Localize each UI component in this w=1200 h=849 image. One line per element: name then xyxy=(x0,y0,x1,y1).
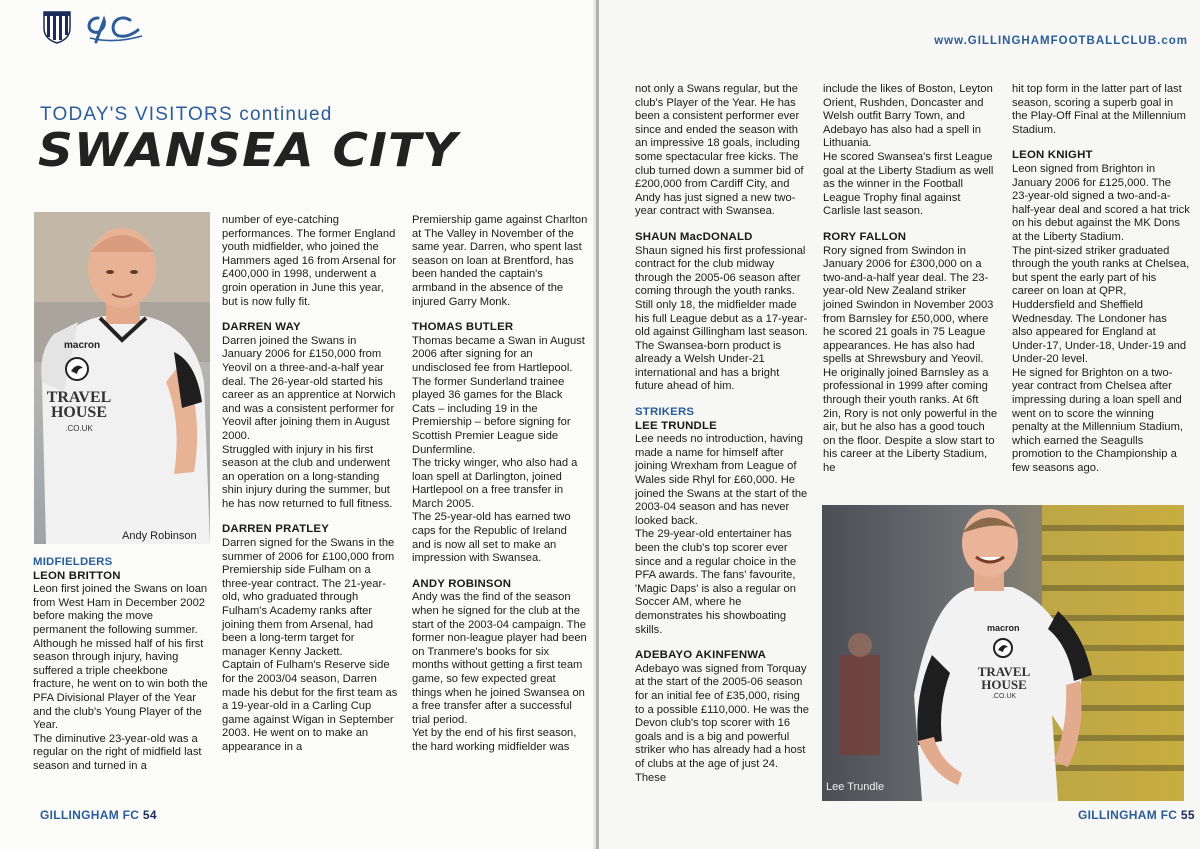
player-photo-andy-robinson xyxy=(34,212,210,544)
paragraph: He scored Swansea's first League goal at the Liberty Stadium as well as the winner in the Football League Trophy final against Carlisle last season. xyxy=(823,150,994,218)
paragraph: not only a Swans regular, but the club's Player of the Year. He has been a consistent performer ever since and ended the season with an impressive 18 goals, including some spectacular free kicks. The club turned down a summer bid of £200,000 from Cardiff City, and Andy has just signed a new two-year contract with Swansea. xyxy=(635,83,804,218)
paragraph: The diminutive 23-year-old was a regular on the right of midfield last season and turned in a xyxy=(33,732,202,772)
photo-caption: Andy Robinson xyxy=(122,530,197,542)
paragraph: The tricky winger, who also had a loan spell at Darlington, joined Hartlepool on a free transfer in March 2005. xyxy=(412,457,578,510)
shirt-brand: macron xyxy=(987,623,1020,633)
paragraph: Rory signed from Swindon in January 2006 for £300,000 on a two-and-a-half year deal. The 23-year-old New Zealand striker joined Swindon in November 2003 from Barnsley for £50,000, where he scored 21 goals in 75 League appearances. He has also had spells at Shrewsbury and Yeovil. xyxy=(823,244,994,366)
page-number: 55 xyxy=(1180,808,1195,822)
player-name-andy-robinson: ANDY ROBINSON xyxy=(412,577,512,590)
photo-caption: Lee Trundle xyxy=(826,781,885,793)
left-page xyxy=(0,0,597,849)
player-name-lee-trundle: LEE TRUNDLE xyxy=(635,419,717,432)
paragraph: Captain of Fulham's Reserve side for the 2003/04 season, Darren made his debut for the first team as a 19-year-old in a Carling Cup game against Wigan in September 2003. He went on to make an appearance in a xyxy=(222,659,398,753)
paragraph: The 29-year-old entertainer has been the club's top scorer ever since and a regular choice in the PFA awards. The fans' favourite, 'Magic Daps' is also a regular on Soccer AM, where he demonstrates his showboating skills. xyxy=(635,528,797,636)
club-crest-icon xyxy=(42,10,72,44)
paragraph: Adebayo was signed from Torquay at the start of the 2005-06 season for an initial fee of £35,000, rising to a possible £110,000. He was the Devon club's top scorer with 16 goals and is a big and powerful striker who has already had a host of clubs at the age of just 24. These xyxy=(635,662,809,784)
shirt-sponsor-sub: .CO.UK xyxy=(65,424,93,433)
player-name-adebayo-akinfenwa: ADEBAYO AKINFENWA xyxy=(635,649,767,662)
paragraph: Darren joined the Swans in January 2006 for £150,000 from Yeovil on a three-and-a-half year deal. The 26-year-old started his career as an apprentice at Norwich and was a consistent performer for Yeovil after joining them in August 2000. xyxy=(222,334,396,442)
swans-badge-icon xyxy=(992,637,1014,659)
right-column-3 xyxy=(1012,83,1190,476)
paragraph: include the likes of Boston, Leyton Orient, Rushden, Doncaster and Welsh outfit Barry Town, and Adebayo has also had a spell in Lithuania. xyxy=(823,83,993,150)
section-kicker: TODAY'S VISITORS continued xyxy=(40,104,333,125)
shirt-sponsor-sub: .CO.UK xyxy=(991,693,1017,700)
player-figure-illustration xyxy=(34,212,210,544)
left-column-3 xyxy=(412,214,588,755)
folio-label: GILLINGHAM FC xyxy=(1078,808,1178,822)
paragraph: Premiership game against Charlton at The Valley in November of the same year. Darren, who spent last season on loan at Brentford, has been handed the captain's armband in the absence of the injured Garry Monk. xyxy=(412,214,588,308)
paragraph: He signed for Brighton on a two-year contract from Chelsea after impressing during a loan spell and went on to score the winning penalty at the Millennium Stadium, which earned the Seagulls promotion to the Championship a few seasons ago. xyxy=(1012,366,1184,475)
paragraph: Darren signed for the Swans in the summer of 2006 for £100,000 from Premiership side Fulham on a three-year contract. The 21-year-old, who graduated through Fulham's Academy ranks after joining them from Arsenal, had been a long-term target for manager Kenny Jackett. xyxy=(222,537,395,658)
left-column-1 xyxy=(33,556,209,774)
page-folio-left xyxy=(40,808,157,822)
page-headline: SWANSEA CITY xyxy=(38,123,459,177)
paragraph: hit top form in the latter part of last season, scoring a superb goal in the Play-Off Final at the Millennium Stadium. xyxy=(1012,83,1186,136)
page-number: 54 xyxy=(142,808,157,822)
player-name-shaun-macdonald: SHAUN MacDONALD xyxy=(635,230,753,243)
player-name-darren-way: DARREN WAY xyxy=(222,321,301,334)
paragraph: Lee needs no introduction, having made a name for himself after joining Wrexham from League of Wales side Rhyl for £60,000. He joined the Swans at the start of the 2003-04 season and has never looked back. xyxy=(635,433,808,527)
swans-badge-icon xyxy=(64,356,90,382)
paragraph: Yet by the end of his first season, the hard working midfielder was xyxy=(412,727,577,753)
player-name-leon-knight: LEON KNIGHT xyxy=(1012,149,1093,162)
paragraph: The pint-sized striker graduated through the youth ranks at Chelsea, but spent the early part of his career on loan at QPR, Huddersfield and Sheffield Wednesday. The Londoner has also appeared for England at Under-17, Under-18, Under-19 and Under-20 level. xyxy=(1012,244,1190,366)
website-url: www.GILLINGHAMFOOTBALLCLUB.com xyxy=(934,35,1188,47)
paragraph: Thomas became a Swan in August 2006 after signing for an undisclosed fee from Hartlepool. The former Sunderland trainee played 36 games for the Black Cats – including 19 in the Premiership – before signing for Scottish Premier League side Dunfermline. xyxy=(412,334,585,456)
paragraph: Leon signed from Brighton in January 2006 for £125,000. The 23-year-old signed a two-and-a-half-year deal and scored a hat trick on his debut against the MK Dons at the Liberty Stadium. xyxy=(1012,162,1190,243)
player-name-darren-pratley: DARREN PRATLEY xyxy=(222,523,330,536)
player-name-rory-fallon: RORY FALLON xyxy=(823,230,907,243)
shirt-brand: macron xyxy=(64,340,101,351)
shirt-sponsor: TRAVEL HOUSE xyxy=(46,389,112,421)
paragraph: Struggled with injury in his first season at the club and underwent an operation on a long-standing shin injury during the summer, but he has now returned to full fitness. xyxy=(222,443,393,510)
player-name-leon-britton: LEON BRITTON xyxy=(33,569,121,582)
player-photo-lee-trundle xyxy=(822,505,1184,801)
right-column-1 xyxy=(635,83,810,785)
right-column-2 xyxy=(823,83,998,476)
shirt-sponsor: TRAVEL HOUSE xyxy=(977,664,1031,692)
folio-label: GILLINGHAM FC xyxy=(40,808,140,822)
page-folio-right xyxy=(1078,808,1195,822)
paragraph: Shaun signed his first professional contract for the club midway through the 2005-06 season after coming through the youth ranks. Still only 18, the midfielder made his full League debut as a 17-year-old against Gillingham last season. The Swansea-born product is already a Welsh Under-21 international and has a bright future ahead of him. xyxy=(635,244,808,393)
paragraph: Leon first joined the Swans on loan from West Ham in December 2002 before making the move permanent the following summer. Although he missed half of his first season through injury, having suffered a triple cheekbone fracture, he went on to win both the PFA Divisional Player of the Year and the club's Young Player of the Year. xyxy=(33,583,208,732)
club-monogram-icon xyxy=(84,8,146,46)
section-heading-strikers: STRIKERS xyxy=(635,406,695,419)
paragraph: The 25-year-old has earned two caps for the Republic of Ireland and is now all set to make an impression with Swansea. xyxy=(412,511,571,565)
paragraph: Andy was the find of the season when he signed for the club at the start of the 2003-04 campaign. The former non-league player had been on Tranmere's books for six months without getting a first team game, so few expected great things when he joined Swansea on a free transfer after a successful trial period. xyxy=(412,591,587,726)
paragraph: number of eye-catching performances. The former England youth midfielder, who joined the Hammers aged 16 from Arsenal for £400,000 in 1998, underwent a groin operation in June this year, but is now fully fit. xyxy=(222,214,397,308)
paragraph: He originally joined Barnsley as a professional in 1999 after coming through their youth ranks. At 6ft 2in, Rory is not only powerful in the air, but he also has a good touch on the floor. Despite a slow start to his career at the Liberty Stadium, he xyxy=(823,366,998,475)
left-column-2 xyxy=(222,214,398,755)
section-heading-midfielders: MIDFIELDERS xyxy=(33,556,113,568)
player-name-thomas-butler: THOMAS BUTLER xyxy=(412,321,514,334)
